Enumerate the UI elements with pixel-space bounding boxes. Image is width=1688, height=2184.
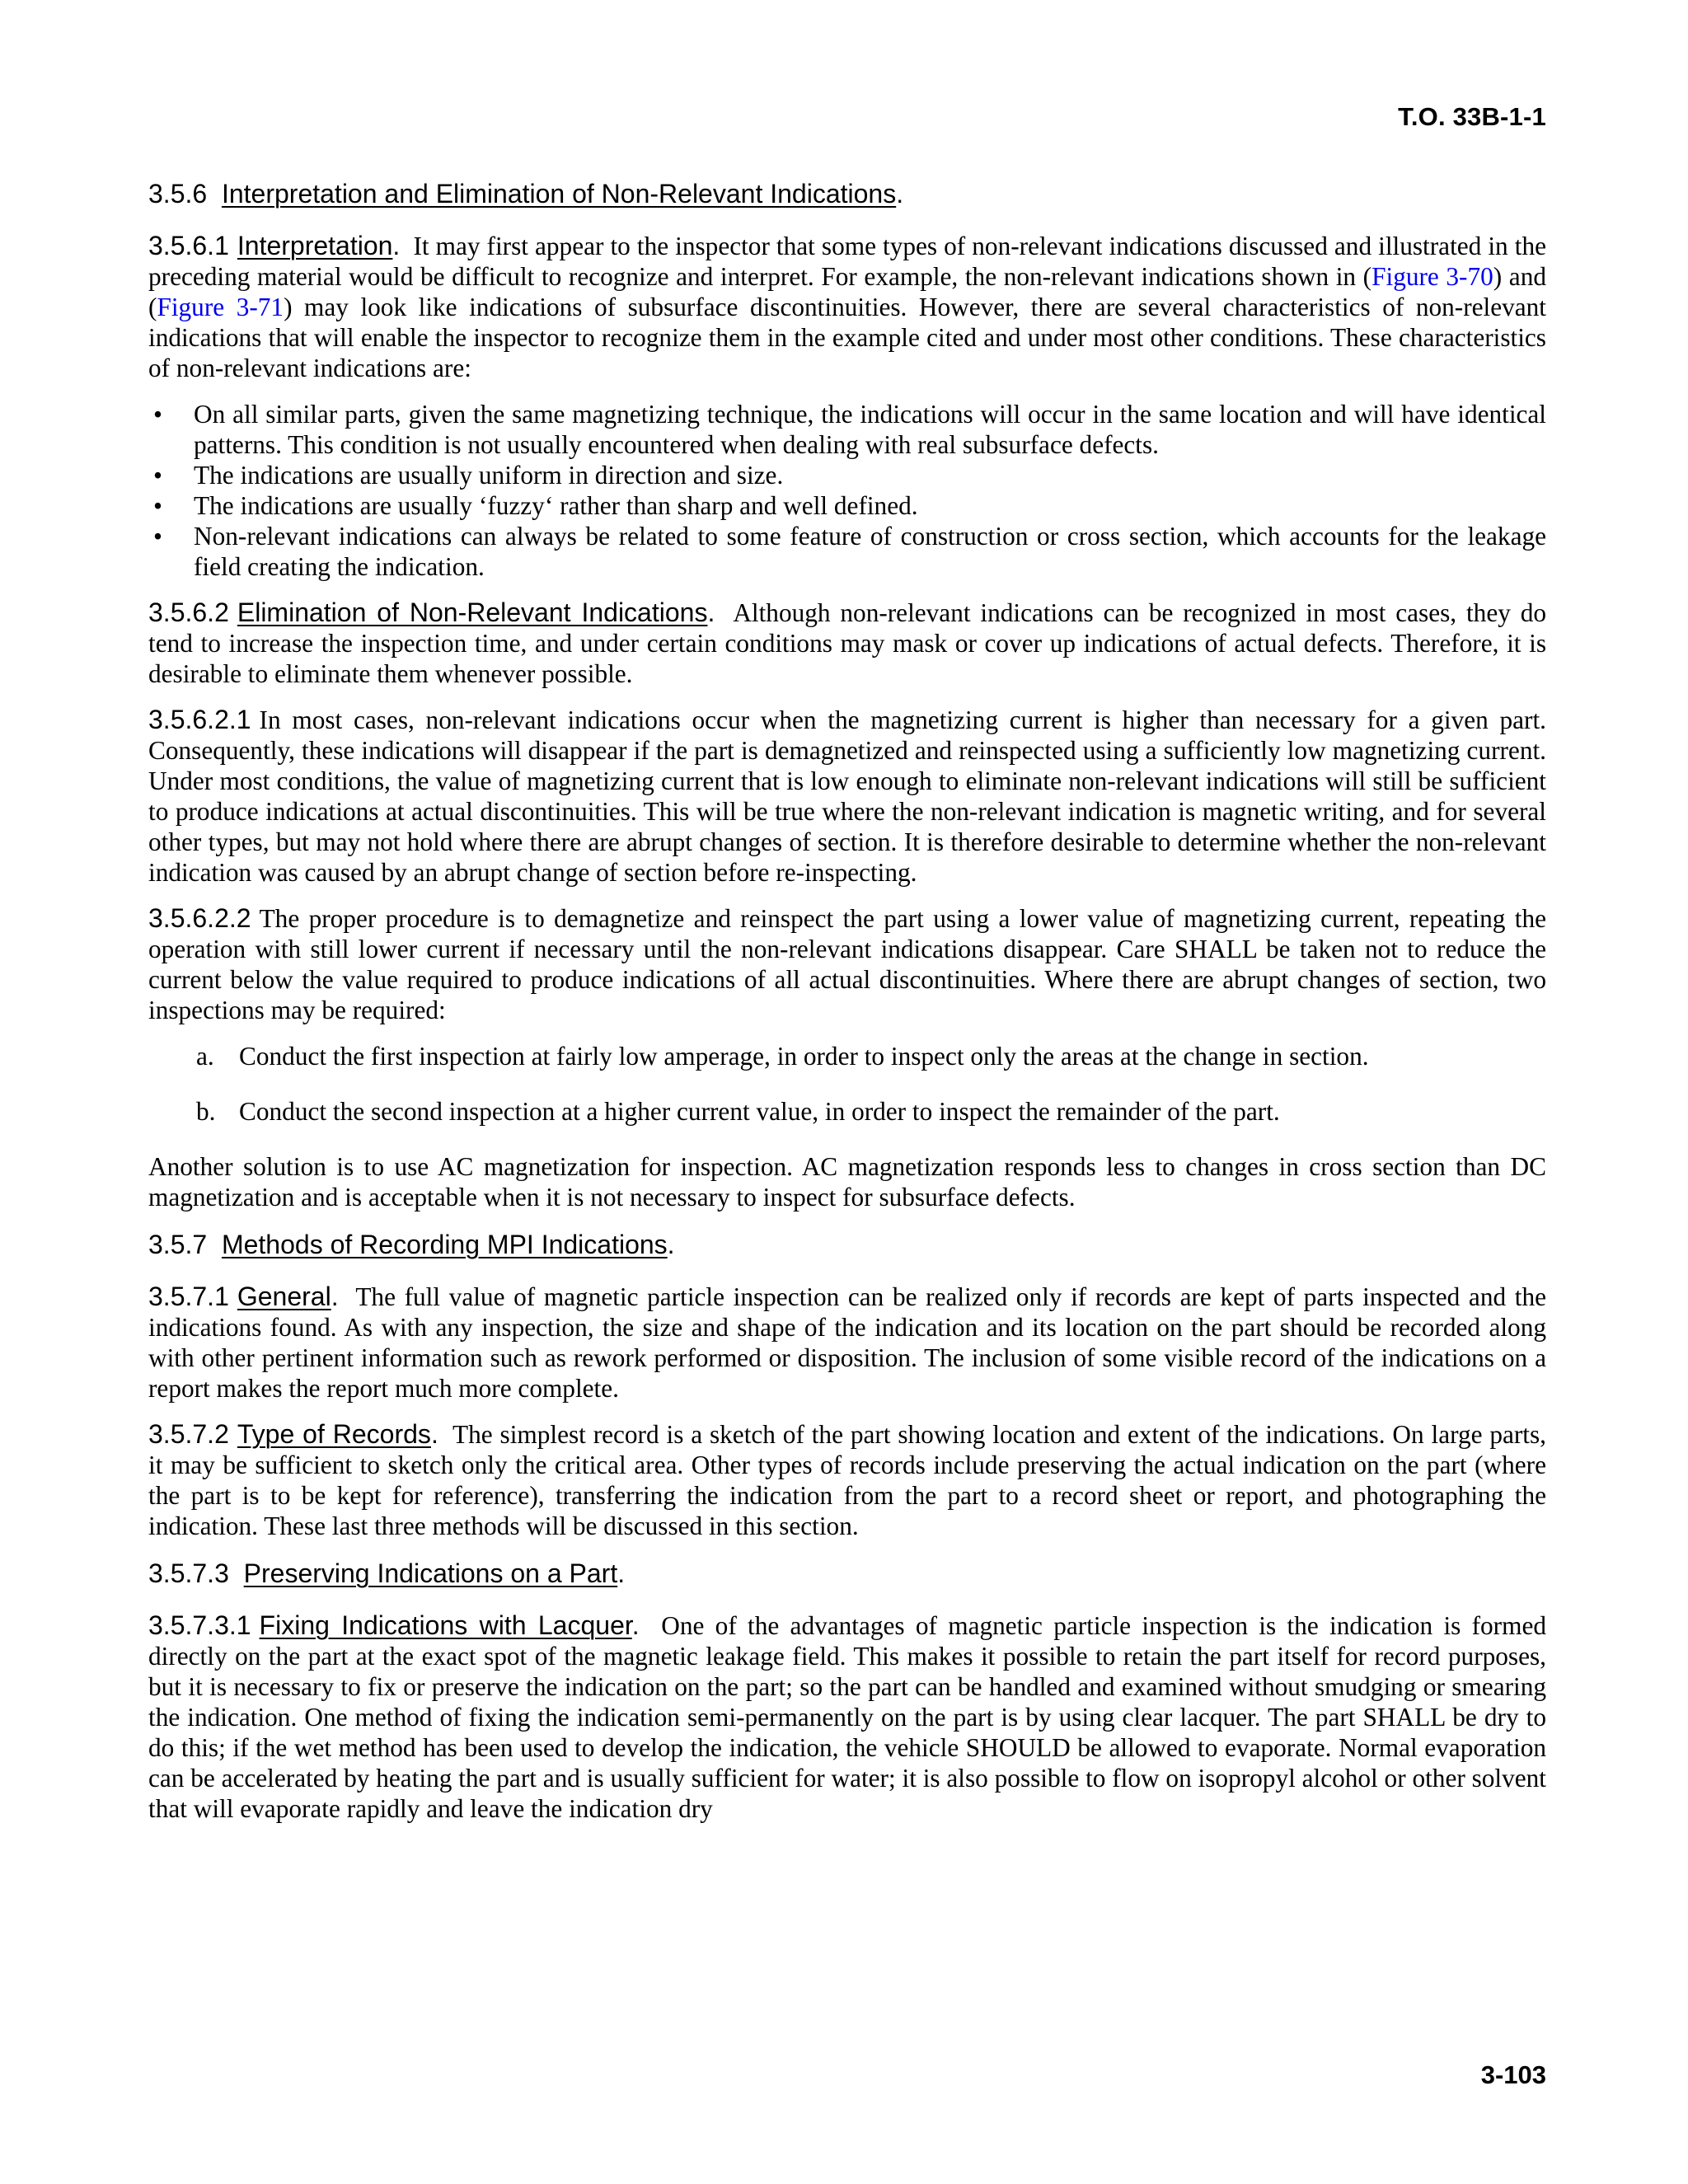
paragraph-3-5-7-1: 3.5.7.1 General. The full value of magnetic particle inspection can be realized only if records are kept of parts inspected and the indications found. As with any inspection, the size and shape of the indication and its location on the part should be recorded along with other pertinent information such as rework performed or disposition. The inclusion of some visible record of the indications on a report makes the report much more complete. <box>148 1282 1546 1403</box>
list-item <box>148 399 1546 460</box>
figure-3-71-link[interactable]: Figure 3-71 <box>157 293 284 321</box>
paragraph-number: 3.5.6.2.1 <box>148 705 251 734</box>
paragraph-3-5-6-2: 3.5.6.2 Elimination of Non-Relevant Indications. Although non-relevant indications can be recognized in most cases, they do tend to increase the inspection time, and under certain conditions may mask or cover up indications of actual defects. Therefore, it is desirable to eliminate them whenever possible. <box>148 598 1546 688</box>
step-text: Conduct the second inspection at a higher current value, in order to inspect the remainder of the part. <box>239 1097 1280 1126</box>
paragraph-text: The simplest record is a sketch of the part showing location and extent of the indications. On large parts, it may be sufficient to sketch only the critical area. Other types of records include preserving the actual indication on the part (where the part is to be kept for reference), transferring the indication from the part to a record sheet or report, and photographing the indication. These last three methods will be discussed in this section. <box>148 1420 1547 1540</box>
document-id-header: T.O. 33B-1-1 <box>1398 102 1546 131</box>
paragraph-ac-magnetization: Another solution is to use AC magnetization for inspection. AC magnetization responds less to changes in cross section than DC magnetization and is acceptable when it is not necessary to inspect for subsurface defects. <box>148 1152 1546 1212</box>
list-item-text: Non-relevant indications can always be related to some feature of construction or cross section, which accounts for the leakage field creating the indication. <box>194 522 1546 581</box>
paragraph-3-5-6-2-2 <box>148 903 1546 1025</box>
list-item-text: The indications are usually uniform in direction and size. <box>194 461 784 490</box>
paragraph-title: Elimination of Non-Relevant Indications <box>237 598 708 627</box>
paragraph-title: Fixing Indications with Lacquer <box>259 1610 632 1640</box>
section-title: Interpretation and Elimination of Non-Relevant Indications <box>221 179 897 209</box>
paragraph-text: Although non-relevant indications can be recognized in most cases, they do tend to increase the inspection time, and under certain conditions may mask or cover up indications of actual defects. Therefore, it is desirable to eliminate them whenever possible. <box>148 598 1546 688</box>
paragraph-number: 3.5.6.2 <box>148 598 229 627</box>
paragraph-text: It may first appear to the inspector that some types of non-relevant indications discussed and illustrated in the preceding material would be difficult to recognize and interpret. For example, the non-relevant indications shown in ( <box>148 232 1546 291</box>
section-number: 3.5.6 <box>148 179 208 209</box>
step-text: Conduct the first inspection at fairly low amperage, in order to inspect only the areas at the change in section. <box>239 1042 1369 1071</box>
paragraph-number: 3.5.7.2 <box>148 1419 229 1449</box>
paragraph-title: Type of Records <box>237 1419 431 1449</box>
bullet-icon: • <box>153 400 162 429</box>
paragraph-text: In most cases, non-relevant indications occur when the magnetizing current is higher than necessary for a given part. Consequently, these indications will disappear if the part is demagnetized and reinspected using a sufficiently low magnetizing current. Under most conditions, the value of magnetizing current that is low enough to eliminate non-relevant indications will still be sufficient to produce indications at actual discontinuities. This will be true where the non-relevant indication is magnetic writing, and for several other types, but may not hold where there are abrupt changes of section. It is therefore desirable to determine whether the non-relevant indication was caused by an abrupt change of section before re-inspecting. <box>148 705 1546 887</box>
paragraph-3-5-6-1: 3.5.6.1 Interpretation. It may first appear to the inspector that some types of non-relevant indications discussed and illustrated in the preceding material would be difficult to recognize and interpret. For example, the non-relevant indications shown in (Figure 3-70) and (Figure 3-71) may look like indications of subsurface discontinuities. However, there are several characteristics of non-relevant indications that will enable the inspector to recognize them in the example cited and under most other conditions. These characteristics of non-relevant indications are: <box>148 231 1546 382</box>
paragraph-number: 3.5.7.3.1 <box>148 1610 251 1640</box>
list-item <box>148 521 1546 582</box>
characteristics-list <box>148 399 1546 582</box>
paragraph-text: One of the advantages of magnetic particle inspection is the indication is formed directly on the part at the exact spot of the magnetic leakage field. This makes it possible to retain the part itself for record purposes, but it is necessary to fix or preserve the indication on the part; so the part can be handled and examined without smudging or smearing the indication. One method of fixing the indication semi-permanently on the part is by using clear lacquer. The part SHALL be dry to do this; if the wet method has been used to develop the indication, the vehicle SHOULD be allowed to evaporate. Normal evaporation can be accelerated by heating the part and is usually sufficient for water; it is also possible to flow on isopropyl alcohol or other solvent that will evaporate rapidly and leave the indication dry <box>148 1611 1546 1823</box>
list-item-text: The indications are usually ‘fuzzy‘ rather than sharp and well defined. <box>194 491 918 520</box>
step-marker: a. <box>196 1042 214 1071</box>
paragraph-3-5-7-2: 3.5.7.2 Type of Records. The simplest record is a sketch of the part showing location and extent of the indications. On large parts, it may be sufficient to sketch only the critical area. Other types of records include preserving the actual indication on the part (where the part is to be kept for reference), transferring the indication from the part to a record sheet or report, and photographing the indication. These last three methods will be discussed in this section. <box>148 1419 1547 1540</box>
section-number: 3.5.7 <box>148 1230 208 1259</box>
section-heading-3-5-7: 3.5.7 Methods of Recording MPI Indications. <box>148 1230 675 1259</box>
section-number: 3.5.7.3 <box>148 1558 229 1588</box>
page-number-footer: 3-103 <box>1480 2060 1546 2089</box>
figure-3-70-link[interactable]: Figure 3-70 <box>1372 262 1493 291</box>
bullet-icon: • <box>153 491 162 520</box>
list-item <box>148 460 1546 490</box>
bullet-icon: • <box>153 461 162 490</box>
bullet-icon: • <box>153 522 162 551</box>
paragraph-text: The full value of magnetic particle inspection can be realized only if records are kept of parts inspected and the indications found. As with any inspection, the size and shape of the indication and its location on the part should be recorded along with other pertinent information such as rework performed or disposition. The inclusion of some visible record of the indications on a report makes the report much more complete. <box>148 1282 1546 1403</box>
page-content <box>148 177 1546 1840</box>
section-heading-3-5-7-3: 3.5.7.3 Preserving Indications on a Part. <box>148 1558 626 1588</box>
paragraph-text: The proper procedure is to demagnetize and reinspect the part using a lower value of magnetizing current, repeating the operation with still lower current if necessary until the non-relevant indications disappear. Care SHALL be taken not to reduce the current below the value required to produce indications of all actual discontinuities. Where there are abrupt changes of section, two inspections may be required: <box>148 904 1546 1024</box>
paragraph-3-5-6-2-1 <box>148 705 1546 888</box>
inspection-steps-list <box>148 1041 1546 1127</box>
section-heading-3-5-6: 3.5.6 Interpretation and Elimination of Non-Relevant Indications. <box>148 179 904 209</box>
list-item <box>148 490 1546 521</box>
paragraph-title: Interpretation <box>237 231 393 260</box>
list-item <box>148 1041 1546 1071</box>
list-item-text: On all similar parts, given the same magnetizing technique, the indications will occur in the same location and will have identical patterns. This condition is not usually encountered when dealing with real subsurface defects. <box>194 400 1546 459</box>
paragraph-number: 3.5.7.1 <box>148 1282 229 1311</box>
paragraph-text-cont: ) may look like indications of subsurface discontinuities. However, there are several characteristics of non-relevant indications that will enable the inspector to recognize them in the example cited and under most other conditions. These characteristics of non-relevant indications are: <box>148 293 1546 382</box>
section-title: Preserving Indications on a Part <box>243 1558 618 1588</box>
step-marker: b. <box>196 1097 216 1126</box>
paragraph-number: 3.5.6.1 <box>148 231 229 260</box>
paragraph-number: 3.5.6.2.2 <box>148 903 251 933</box>
section-title: Methods of Recording MPI Indications <box>221 1230 668 1259</box>
paragraph-title: General <box>237 1282 331 1311</box>
paragraph-3-5-7-3-1: 3.5.7.3.1 Fixing Indications with Lacquer. One of the advantages of magnetic particle inspection is the indication is formed directly on the part at the exact spot of the magnetic leakage field. This makes it possible to retain the part itself for record purposes, but it is necessary to fix or preserve the indication on the part; so the part can be handled and examined without smudging or smearing the indication. One method of fixing the indication semi-permanently on the part is by using clear lacquer. The part SHALL be dry to do this; if the wet method has been used to develop the indication, the vehicle SHOULD be allowed to evaporate. Normal evaporation can be accelerated by heating the part and is usually sufficient for water; it is also possible to flow on isopropyl alcohol or other solvent that will evaporate rapidly and leave the indication dry <box>148 1610 1546 1823</box>
list-item <box>148 1096 1546 1127</box>
paragraph-text-join: ) and ( <box>148 262 1546 321</box>
